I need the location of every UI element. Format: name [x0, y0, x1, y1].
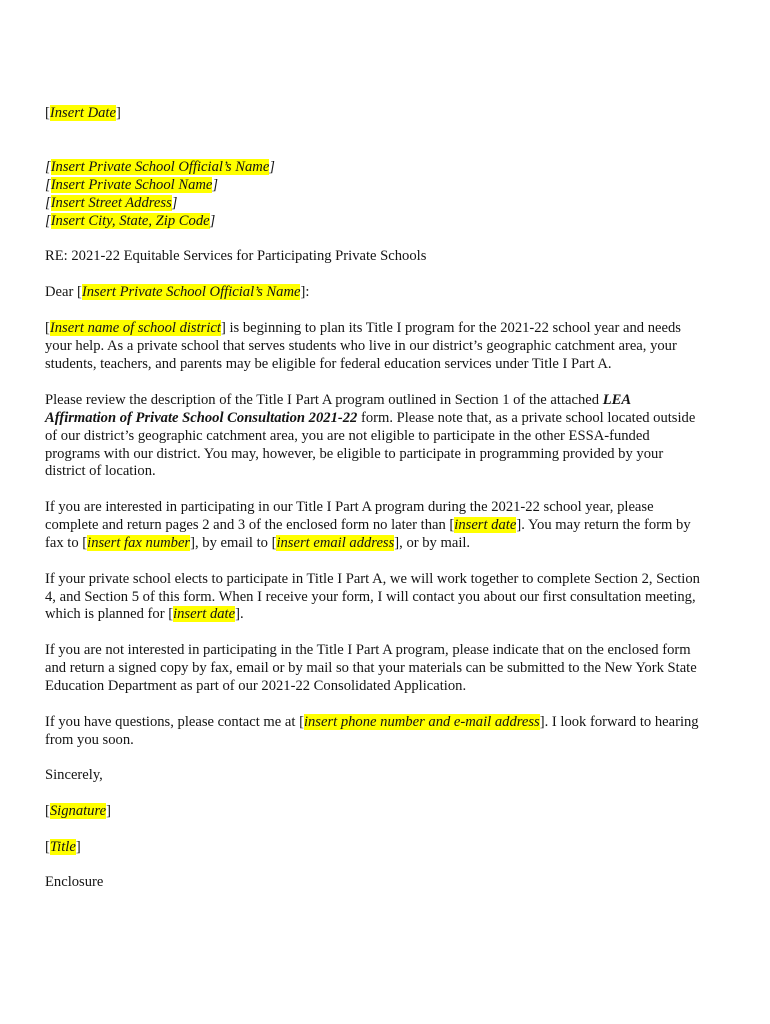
salutation-name-placeholder[interactable]: Insert Private School Official’s Name	[81, 284, 301, 300]
p1-line-1: [Insert name of school district] is beginning to plan its Title I program for the 2021-22 school year and needs	[45, 320, 681, 336]
salutation-prefix: Dear [	[45, 284, 82, 300]
address-city-line: [Insert City, State, Zip Code]	[45, 213, 216, 229]
salutation	[45, 283, 309, 301]
official-name-placeholder[interactable]: Insert Private School Official’s Name	[50, 159, 270, 175]
p3-text-3b: ], by email to [	[190, 535, 277, 551]
signature-placeholder[interactable]: Signature	[49, 803, 107, 819]
form-title-part-2: Affirmation of Private School Consultation 2021-22	[45, 410, 358, 426]
p2-text-2: form. Please note that, as a private school located outside	[357, 410, 696, 426]
date-line: [Insert Date]	[45, 105, 121, 121]
p3-text-3a: fax to [	[45, 535, 88, 551]
p2-line-1	[45, 391, 631, 409]
form-title-part-1: LEA	[602, 392, 632, 408]
p3-line-1: If you are interested in participating in our Title I Part A program during the 2021-22 school year, please	[45, 499, 654, 515]
address-official-line: [Insert Private School Official’s Name]	[45, 159, 275, 175]
p5-line-3: Education Department as part of our 2021-22 Consolidated Application.	[45, 678, 467, 694]
title-placeholder[interactable]: Title	[49, 839, 76, 855]
p2-line-2	[45, 409, 695, 427]
title-line: [Title]	[45, 839, 81, 855]
p2-text-1: Please review the description of the Title I Part A program outlined in Section 1 of the attached	[45, 392, 603, 408]
deadline-date-placeholder[interactable]: insert date	[454, 517, 517, 533]
p6-line-1	[45, 713, 699, 731]
p5-line-2: and return a signed copy by fax, email or by mail so that your materials can be submitted to the New York State	[45, 660, 697, 676]
p6-line-2: from you soon.	[45, 732, 134, 748]
street-placeholder[interactable]: Insert Street Address	[50, 195, 172, 211]
p4-line-2: 4, and Section 5 of this form. When I receive your form, I will contact you about our first consultation meeting,	[45, 589, 696, 605]
salutation-suffix: ]:	[300, 284, 310, 300]
p3-text-2a: complete and return pages 2 and 3 of the enclosed form no later than [	[45, 517, 455, 533]
district-placeholder[interactable]: Insert name of school district	[49, 320, 221, 336]
p4-text-3b: ].	[235, 606, 244, 622]
enclosure: Enclosure	[45, 874, 104, 890]
p6-text-1b: ]. I look forward to hearing	[539, 714, 699, 730]
re-line: RE: 2021-22 Equitable Services for Participating Private Schools	[45, 248, 427, 264]
p4-line-1: If your private school elects to participate in Title I Part A, we will work together to complete Section 2, Section	[45, 571, 700, 587]
p4-line-3	[45, 605, 244, 623]
fax-placeholder[interactable]: insert fax number	[87, 535, 191, 551]
school-name-placeholder[interactable]: Insert Private School Name	[50, 177, 213, 193]
p2-line-3: of our district’s geographic catchment area, you are not eligible to participate in the other ESSA-funded	[45, 428, 650, 444]
address-school-line: [Insert Private School Name]	[45, 177, 219, 193]
contact-placeholder[interactable]: insert phone number and e-mail address	[303, 714, 540, 730]
p4-text-3a: which is planned for [	[45, 606, 174, 622]
p3-text-2b: ]. You may return the form by	[516, 517, 691, 533]
city-placeholder[interactable]: Insert City, State, Zip Code	[50, 213, 210, 229]
p5-line-1: If you are not interested in participating in the Title I Part A program, please indicate that on the enclosed form	[45, 642, 691, 658]
closing: Sincerely,	[45, 767, 103, 783]
email-placeholder[interactable]: insert email address	[276, 535, 395, 551]
p2-line-4: programs with our district. You may, however, be eligible to participate in programming provided by your	[45, 446, 664, 462]
p2-line-5: district of location.	[45, 463, 156, 479]
p1-line-2: your help. As a private school that serves students who live in our district’s geographic catchment area, your	[45, 338, 677, 354]
p3-text-3c: ], or by mail.	[394, 535, 471, 551]
p6-text-1a: If you have questions, please contact me at [	[45, 714, 304, 730]
p1-line-3: students, teachers, and parents may be eligible for federal education services under Title I Part A.	[45, 356, 612, 372]
date-placeholder[interactable]: Insert Date	[49, 105, 116, 121]
p1-text-1: ] is beginning to plan its Title I program for the 2021-22 school year and needs	[220, 320, 681, 336]
meeting-date-placeholder[interactable]: insert date	[173, 606, 236, 622]
signature-line: [Signature]	[45, 803, 111, 819]
p3-line-3	[45, 534, 470, 552]
p3-line-2	[45, 516, 691, 534]
address-street-line: [Insert Street Address]	[45, 195, 178, 211]
